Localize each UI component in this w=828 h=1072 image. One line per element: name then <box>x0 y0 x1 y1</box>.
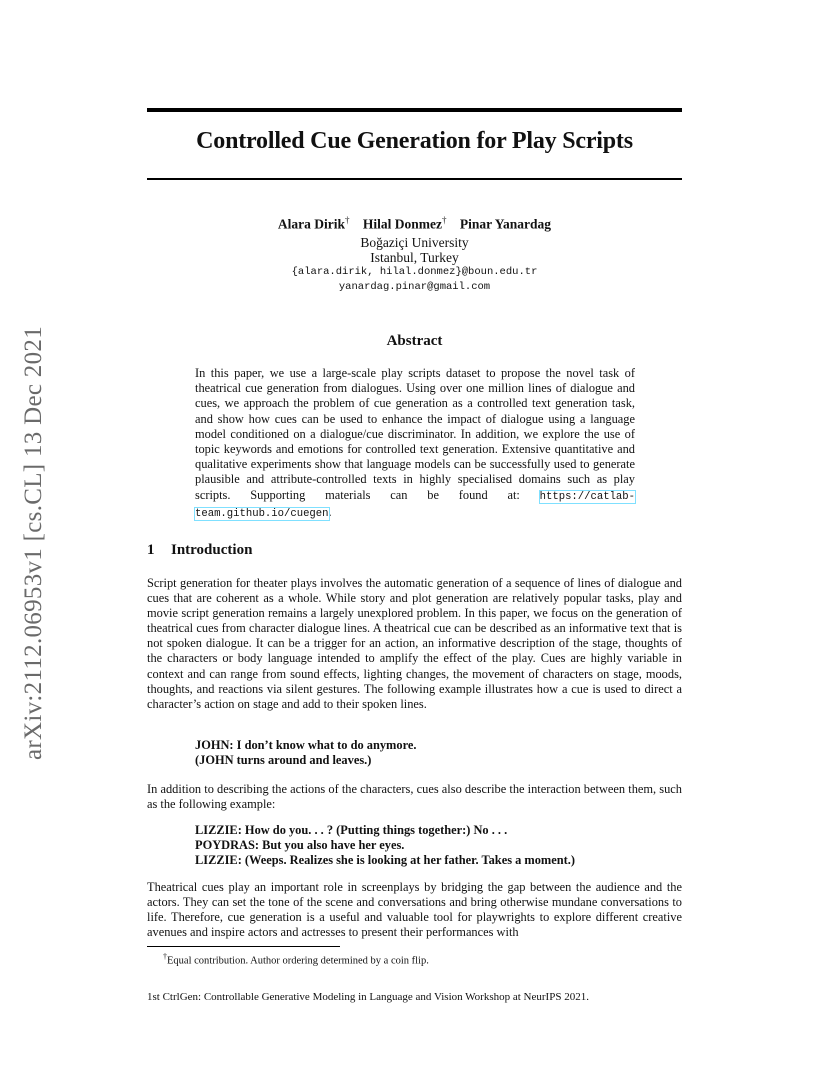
paper-title: Controlled Cue Generation for Play Scripts <box>196 128 633 154</box>
university-location: Istanbul, Turkey <box>370 250 459 265</box>
footnote-mark: † <box>163 952 167 961</box>
footnote-rule <box>147 946 340 947</box>
intro-paragraph: Script generation for theater plays involves the automatic generation of a sequence of lines of dialogue and cues that are coherent as a whole. While story and plot generation are relatively popular tasks, play and movie script generation remains a largely unexplored problem. In this paper, we focus on the generation of theatrical cues from character dialogue lines. A theatrical cue can be described as an informative text that is not spoken dialogue. It can be a trigger for an action, an informative description of the stage, thoughts of the characters or body language intended to amplify the effect of the play. Cues are highly variable in context and can range from sound effects, lighting changes, the movement of characters on stage, moods, thoughts, and reactions via silent gestures. The following example illustrates how a cue is used to direct a character’s action on stage and add to their spoken lines. <box>147 576 682 711</box>
abstract-body <box>195 366 635 522</box>
abstract-end-period: . <box>328 504 332 519</box>
intro-paragraph: Theatrical cues play an important role in screenplays by bridging the gap between the audience and the actors. They can set the tone of the scene and conversations and bring otherwise mundane conversations to life. Therefore, cue generation is a useful and valuable tool for playwrights to explore different creative avenues and inspire actors and actresses to present their performances with <box>147 880 682 940</box>
author-email: {alara.dirik, hilal.donmez}@boun.edu.tr <box>291 266 538 278</box>
project-link[interactable]: https://catlab-team.github.io/cuegen <box>195 490 635 520</box>
script-line: LIZZIE: (Weeps. Realizes she is looking at her father. Takes a moment.) <box>195 853 575 867</box>
equal-contribution-mark: † <box>442 215 447 225</box>
section-heading <box>147 542 252 559</box>
script-line: LIZZIE: How do you. . . ? (Putting things together:) No . . . <box>195 823 508 837</box>
title-bottom-rule <box>147 178 682 180</box>
intro-paragraph: In addition to describing the actions of the characters, cues also describe the interaction between them, such as the following example: <box>147 782 682 812</box>
title-top-rule <box>147 108 682 112</box>
abstract-heading: Abstract <box>386 333 443 349</box>
footnote-text: Equal contribution. Author ordering determined by a coin flip. <box>167 955 429 967</box>
script-line: POYDRAS: But you also have her eyes. <box>195 838 405 852</box>
author-name: Alara Dirik <box>277 216 346 232</box>
author-name: Pinar Yanardag <box>459 216 552 232</box>
script-line: (JOHN turns around and leaves.) <box>195 753 372 767</box>
venue-footer: 1st CtrlGen: Controllable Generative Modeling in Language and Vision Workshop at NeurIPS 2021. <box>147 991 589 1003</box>
equal-contribution-mark: † <box>345 215 350 225</box>
section-title-text: Introduction <box>171 542 253 558</box>
author-email: yanardag.pinar@gmail.com <box>338 281 491 293</box>
affiliation-block <box>147 235 682 295</box>
university-name: Boğaziçi University <box>360 235 469 250</box>
script-example <box>195 823 575 868</box>
script-line: JOHN: I don’t know what to do anymore. <box>195 738 417 752</box>
author-list <box>147 215 682 233</box>
section-number: 1 <box>147 542 155 558</box>
script-example <box>195 738 416 768</box>
abstract-text: In this paper, we use a large-scale play scripts dataset to propose the novel task of theatrical cue generation from dialogues. Using over one million lines of dialogue and cues, we approach the problem of cue generation as a controlled text generation task, and show how cues can be used to enhance the impact of dialogue using a language model conditioned on a dialogue/cue discriminator. In addition, we explore the use of topic keywords and emotions for controlled text generation. Extensive quantitative and qualitative experiments show that language models can be successfully used to generate plausible and attribute-controlled texts in highly specialised domains such as play scripts. Supporting materials can be found at: <box>195 366 635 502</box>
arxiv-sidebar-stamp: arXiv:2112.06953v1 [cs.CL] 13 Dec 2021 <box>20 325 47 760</box>
author-name: Hilal Donmez <box>362 216 443 232</box>
footnote <box>163 952 429 967</box>
